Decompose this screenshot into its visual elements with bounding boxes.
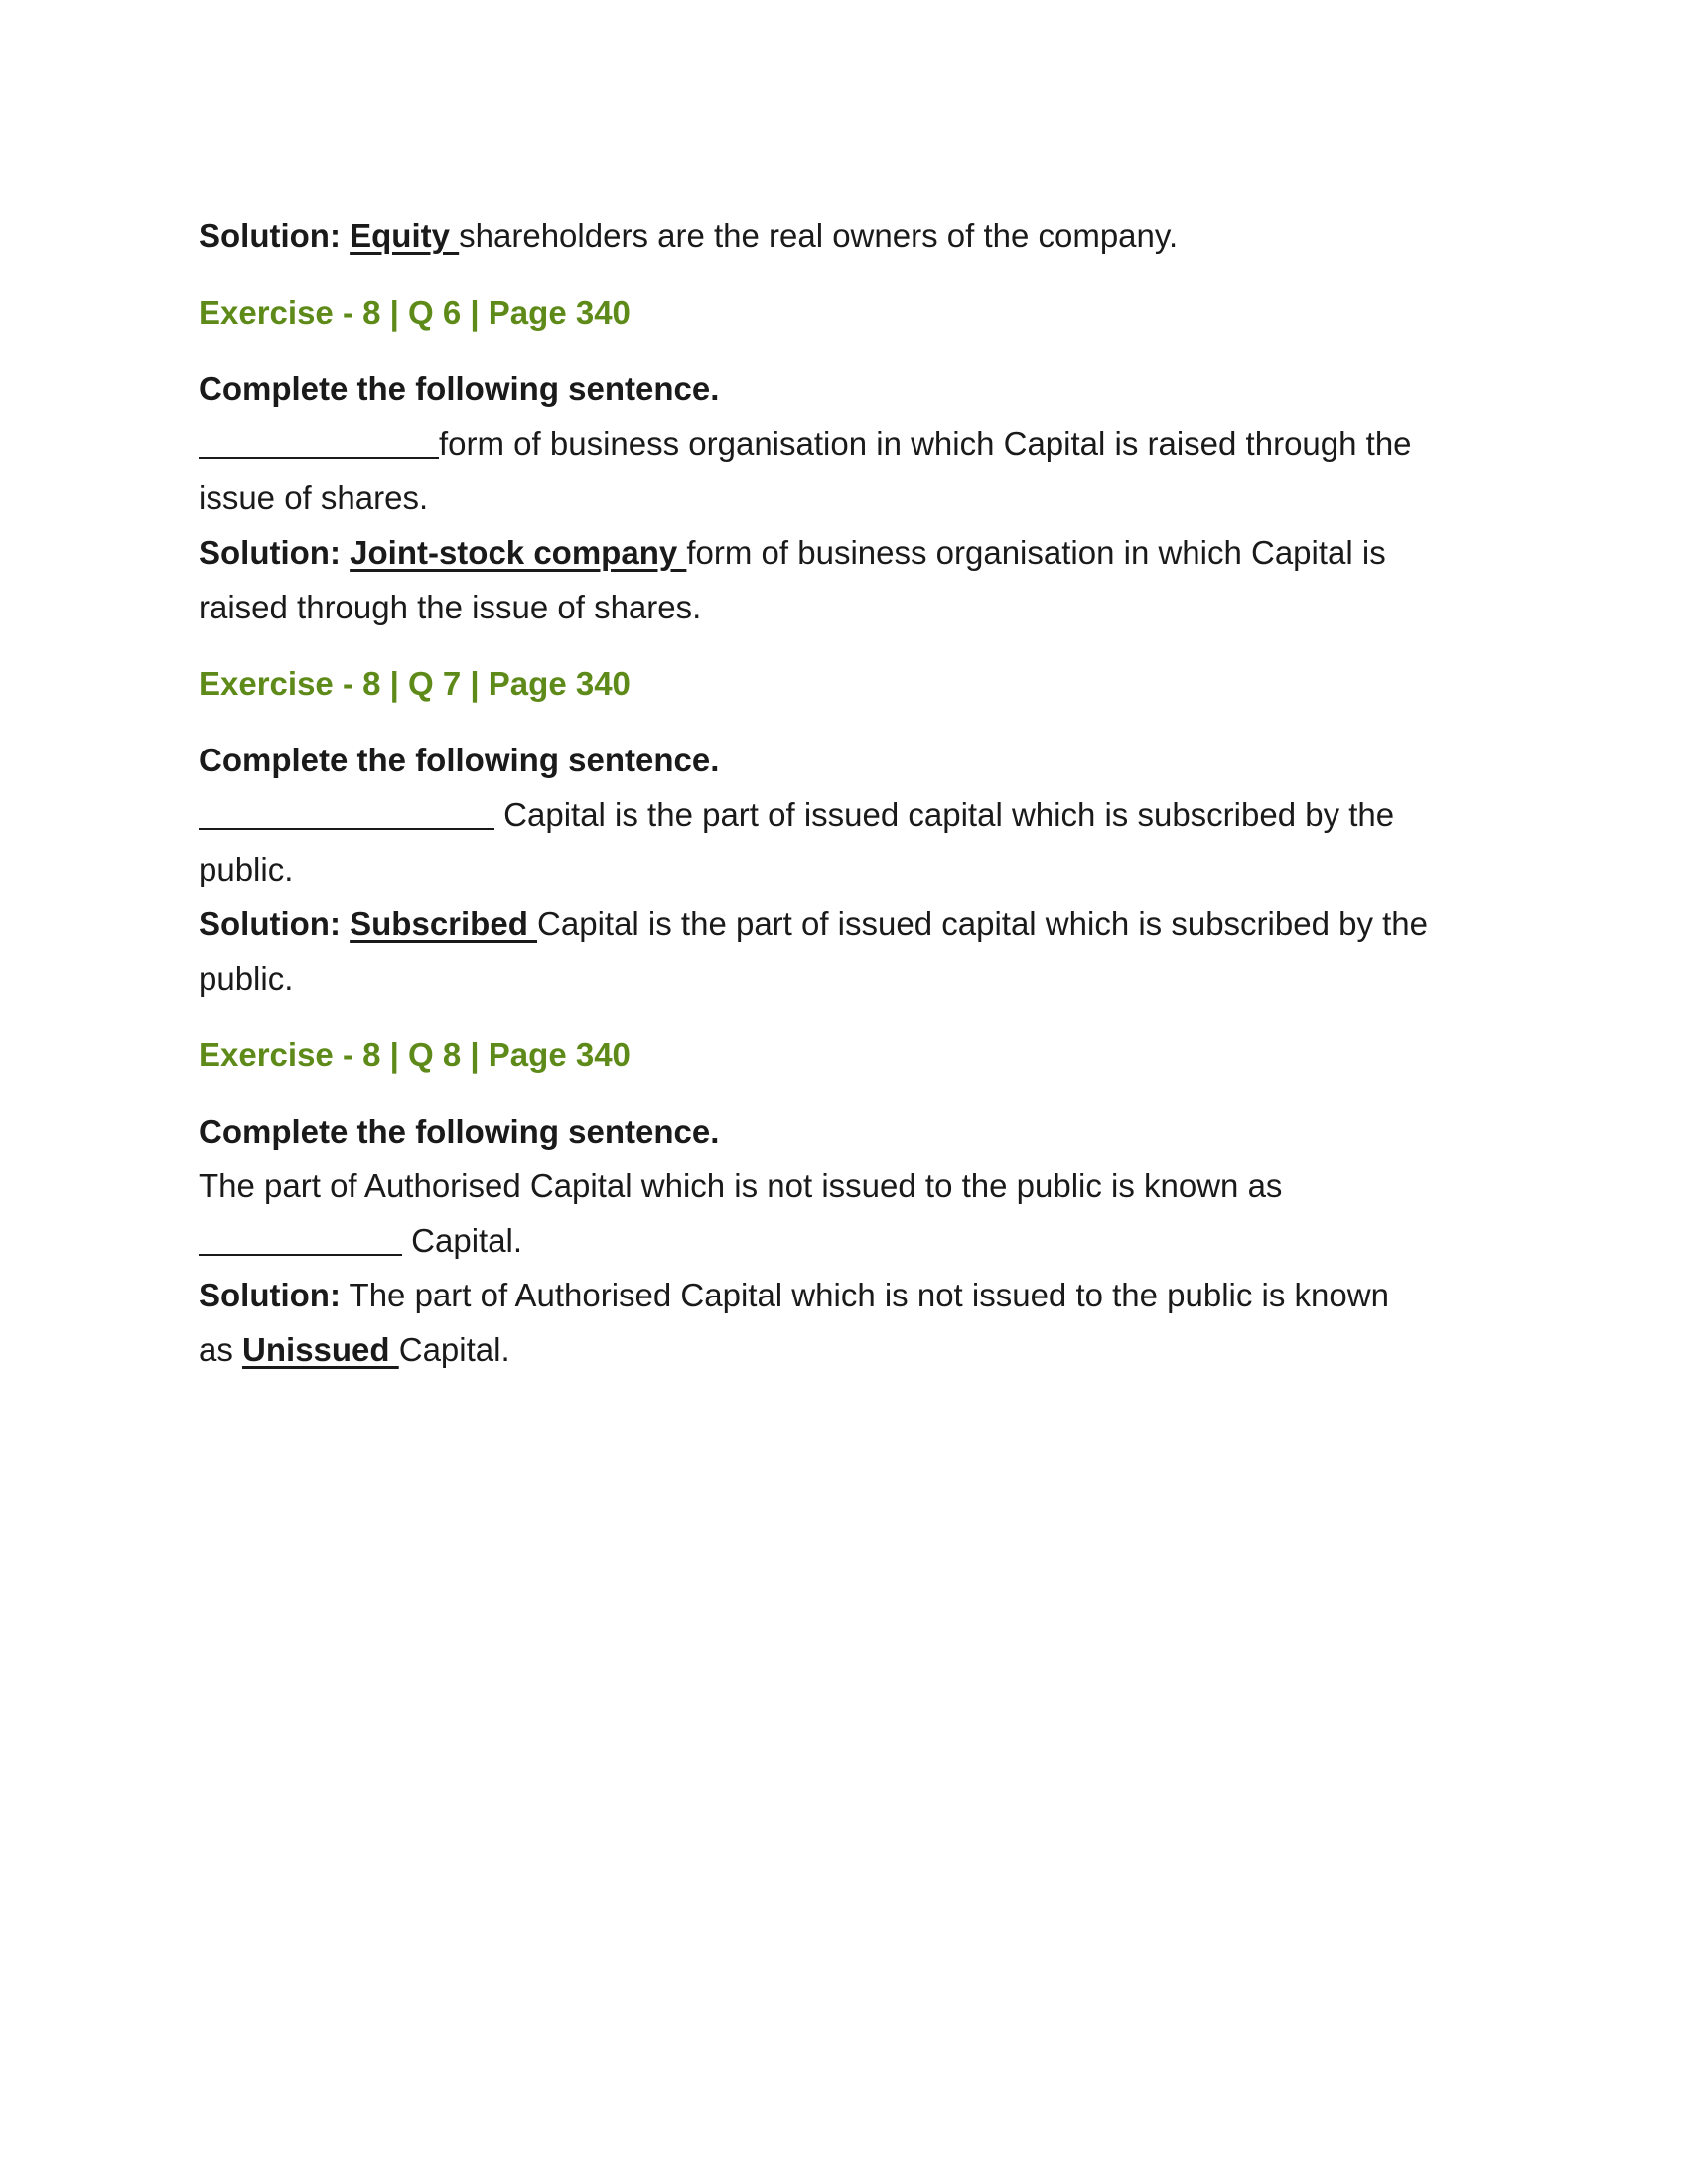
question-q7-line1 xyxy=(199,787,1470,842)
instruction-q6: Complete the following sentence. xyxy=(199,370,720,407)
solution-q8-line1 xyxy=(199,1268,1470,1322)
question-q6-line1 xyxy=(199,416,1470,471)
exercise-heading-q8: Exercise - 8 | Q 8 | Page 340 xyxy=(199,1036,631,1073)
exercise-heading-q7: Exercise - 8 | Q 7 | Page 340 xyxy=(199,665,631,702)
solution-q6-line1 xyxy=(199,525,1470,580)
exercise-heading-q6: Exercise - 8 | Q 6 | Page 340 xyxy=(199,294,631,331)
question-q6-line2: issue of shares. xyxy=(199,479,429,516)
question-q8-line1: The part of Authorised Capital which is not issued to the public is known as xyxy=(199,1167,1283,1204)
question-q8-line2 xyxy=(199,1213,1470,1268)
solution-label: Solution: xyxy=(199,1277,341,1313)
solution-q8-line2 xyxy=(199,1322,1470,1377)
solution-q7-line2: public. xyxy=(199,960,294,997)
solution-text: The part of Authorised Capital which is not issued to the public is known xyxy=(340,1277,1389,1313)
solution-q7-line1 xyxy=(199,896,1470,951)
question-q7-line2: public. xyxy=(199,851,294,887)
instruction-q7: Complete the following sentence. xyxy=(199,742,720,778)
solution-text: form of business organisation in which Capital is xyxy=(686,534,1386,571)
answer-blank xyxy=(199,827,494,830)
solution-q6-line2: raised through the issue of shares. xyxy=(199,589,702,625)
answer-blank xyxy=(199,1253,402,1256)
solution-label: Solution: xyxy=(199,534,341,571)
solution-suffix: Capital. xyxy=(398,1331,510,1368)
question-text: Capital is the part of issued capital which is subscribed by the xyxy=(494,796,1395,833)
question-text: Capital. xyxy=(402,1222,523,1259)
answer-blank xyxy=(199,456,439,459)
answer-joint-stock: Joint-stock company xyxy=(350,534,687,571)
solution-prefix: as xyxy=(199,1331,243,1368)
instruction-q8: Complete the following sentence. xyxy=(199,1113,720,1150)
document-page xyxy=(199,208,1470,1377)
solution-label: Solution: xyxy=(199,905,341,942)
solution-text: Capital is the part of issued capital which is subscribed by the xyxy=(537,905,1428,942)
solution-label: Solution: xyxy=(199,217,341,254)
solution-text: shareholders are the real owners of the company. xyxy=(459,217,1179,254)
answer-equity: Equity xyxy=(350,217,460,254)
answer-subscribed: Subscribed xyxy=(350,905,538,942)
solution-equity xyxy=(199,208,1470,263)
question-text: form of business organisation in which Capital is raised through the xyxy=(439,425,1412,462)
answer-unissued: Unissued xyxy=(242,1331,399,1368)
